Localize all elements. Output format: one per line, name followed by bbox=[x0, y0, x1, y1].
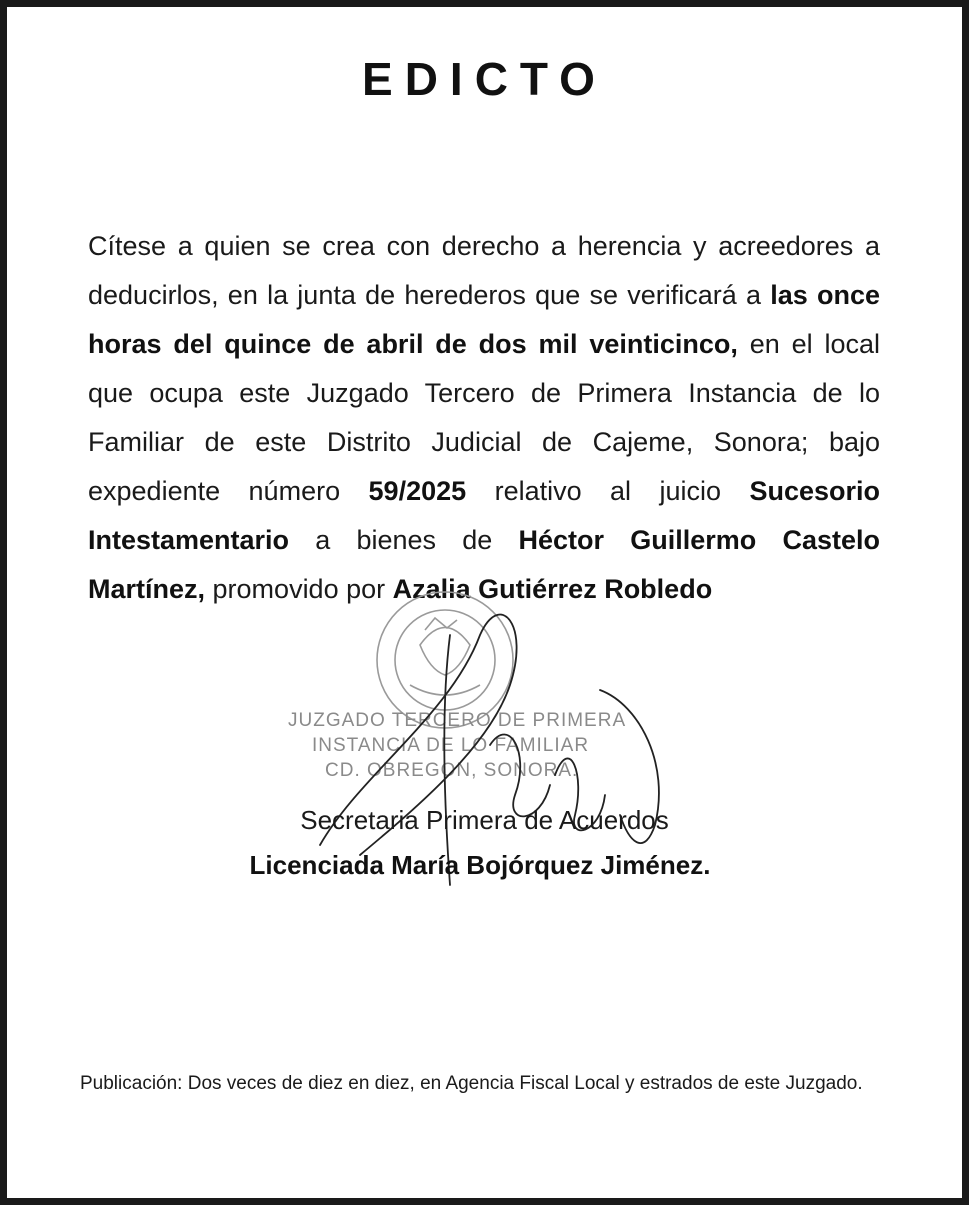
body-text-segment: a bienes de bbox=[289, 525, 519, 555]
publication-note: Publicación: Dos veces de diez en diez, en Agencia Fiscal Local y estrados de este Juzgado. bbox=[80, 1073, 863, 1094]
body-text-segment: Cítese a quien se crea con derecho a herencia y acreedores a deducirlos, en la junta de herederos que se verificará a bbox=[88, 231, 880, 310]
body-text-segment: relativo al juicio bbox=[466, 476, 750, 506]
edict-body-paragraph bbox=[88, 222, 880, 614]
deceased-name: Héctor Guillermo Castelo Martínez, bbox=[88, 525, 880, 604]
stamp-line-instance: INSTANCIA DE LO FAMILIAR bbox=[312, 735, 590, 756]
document-title: EDICTO bbox=[362, 53, 607, 105]
hearing-date-text: las once horas del quince de abril de dos mil veinticinco, bbox=[88, 280, 880, 359]
promoter-name: Azalia Gutiérrez Robledo bbox=[392, 574, 713, 604]
case-number: 59/2025 bbox=[368, 476, 467, 506]
body-text-segment: en el local que ocupa este Juzgado Tercero de Primera Instancia de lo Familiar de este Distrito Judicial de Cajeme, Sonora; bajo expediente número bbox=[88, 329, 880, 506]
body-text-segment: promovido por bbox=[205, 574, 393, 604]
trial-type: Sucesorio Intestamentario bbox=[88, 476, 880, 555]
stamp-line-court: JUZGADO TERCERO DE PRIMERA bbox=[288, 710, 627, 731]
signer-role: Secretaria Primera de Acuerdos bbox=[300, 805, 669, 835]
stamp-line-city: CD. OBREGON, SONORA. bbox=[325, 760, 579, 781]
signer-name: Licenciada María Bojórquez Jiménez. bbox=[249, 850, 711, 880]
